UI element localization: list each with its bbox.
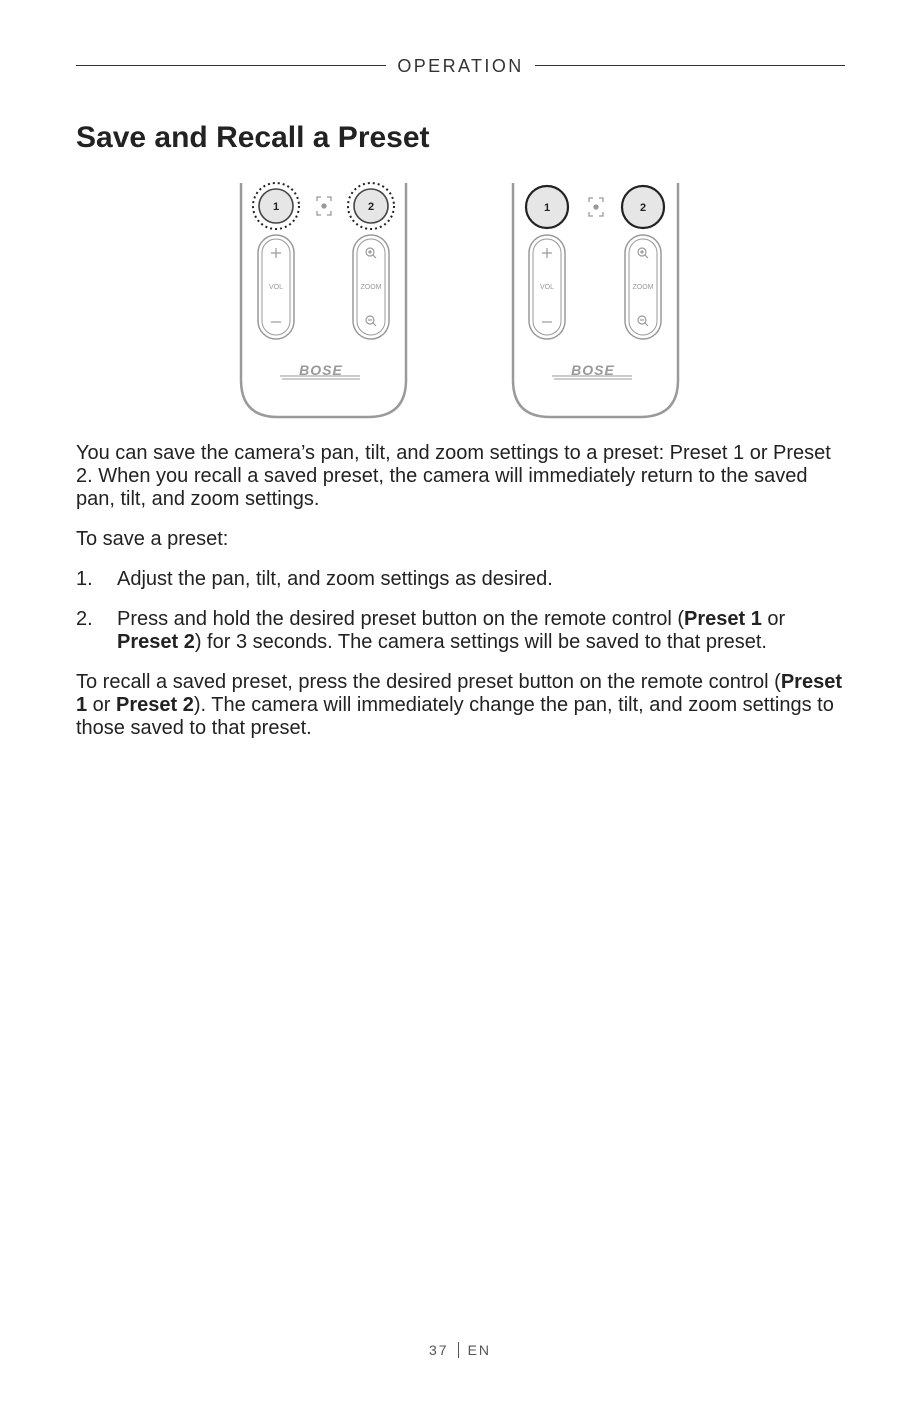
- preset-1-label: 1: [272, 201, 280, 213]
- vol-plus-icon: [271, 248, 281, 258]
- zoom-in-icon: [366, 248, 376, 258]
- zoom-out-icon: [638, 316, 648, 326]
- page-number: 37: [428, 1342, 449, 1358]
- save-steps: [76, 568, 846, 654]
- save-heading: To save a preset:: [76, 528, 229, 550]
- step-text: Adjust the pan, tilt, and zoom settings as desired.: [117, 568, 553, 590]
- zoom-in-icon: [638, 248, 648, 258]
- recall-paragraph: [76, 671, 846, 740]
- preset-2-label: 2: [639, 202, 647, 214]
- preset-1-label: 1: [543, 202, 551, 214]
- vol-label: VOL: [539, 284, 555, 291]
- preset-1-term: Preset 1: [684, 608, 762, 630]
- page-header: [76, 54, 845, 78]
- zoom-label: ZOOM: [360, 284, 382, 291]
- language-code: EN: [467, 1342, 492, 1358]
- zoom-label: ZOOM: [632, 284, 654, 291]
- step-text-or: or: [761, 608, 786, 630]
- preset-2-term: Preset 2: [117, 631, 195, 653]
- camera-focus-icon: [317, 197, 331, 215]
- list-item: [76, 608, 846, 654]
- preset-1-term: Preset 1: [76, 671, 842, 716]
- step-number: 2.: [76, 608, 93, 630]
- recall-text-start: To recall a saved preset, press the desired preset button on the remote control (: [76, 671, 781, 693]
- header-rule-right: [535, 65, 845, 66]
- recall-text-or: or: [87, 694, 117, 716]
- list-item: [76, 568, 846, 591]
- vol-label: VOL: [268, 284, 284, 291]
- remote-control-illustration: [236, 180, 686, 425]
- remote-left: [241, 183, 406, 417]
- preset-2-term: Preset 2: [116, 694, 194, 716]
- bose-logo: BOSE: [299, 362, 343, 378]
- recall-text-end: ). The camera will immediately change the pan, tilt, and zoom settings to those saved to that preset.: [76, 694, 834, 739]
- preset-2-label: 2: [367, 201, 375, 213]
- step-text-end: ) for 3 seconds. The camera settings will be saved to that preset.: [194, 631, 767, 653]
- zoom-out-icon: [366, 316, 376, 326]
- bose-logo: BOSE: [571, 362, 615, 378]
- footer-separator: [458, 1342, 459, 1358]
- body-text: [76, 442, 846, 757]
- step-text-start: Press and hold the desired preset button on the remote control (: [117, 608, 685, 630]
- section-label: OPERATION: [397, 56, 524, 76]
- intro-paragraph: You can save the camera’s pan, tilt, and zoom settings to a preset: Preset 1 or Preset 2. When you recall a saved preset, the camera will immediately return to the saved pan, tilt, and zoom settings.: [76, 442, 831, 510]
- camera-focus-icon: [589, 198, 603, 216]
- step-number: 1.: [76, 568, 93, 590]
- remote-right: [513, 183, 678, 417]
- page-footer: [0, 1342, 920, 1358]
- vol-plus-icon: [542, 248, 552, 258]
- page-title: Save and Recall a Preset: [76, 121, 430, 154]
